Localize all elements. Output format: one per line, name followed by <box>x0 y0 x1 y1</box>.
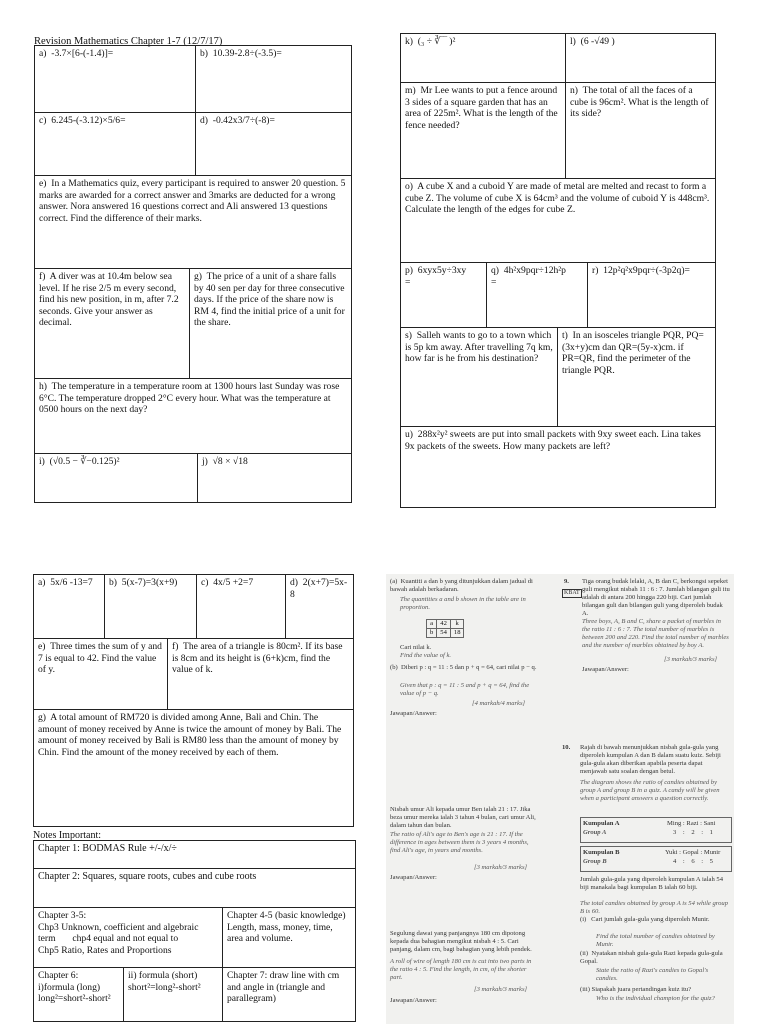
q10-part-ii-en: State the ratio of Razi's candies to Gopal's candies. <box>596 967 710 983</box>
question-i: i) (√0.5 − ∛−0.125)² <box>34 453 198 503</box>
q8b-text: (b) Diberi p : q = 11 : 5 dan p + q = 64, cari nilai p − q. <box>390 664 537 671</box>
q10-part-iii-en: Who is the individual champion for the quiz? <box>596 995 715 1002</box>
table-cell: 42 <box>437 620 451 629</box>
marks-4: [4 markah/4 marks] <box>472 700 526 707</box>
notes-chapter-1: Chapter 1: BODMAS Rule +/-/x/÷ <box>33 840 356 869</box>
answer-label-2: Jawapan/Answer: <box>390 874 437 881</box>
question-p: p) 6xyx5y÷3xy = <box>400 262 487 328</box>
equation-b: b) 5(x-7)=3(x+9) <box>104 574 197 639</box>
q9-number: 9. <box>564 578 569 585</box>
group-a-ratio: 3 : 2 : 1 <box>673 829 713 836</box>
question-n: n) The total of all the faces of a cube is 96cm². What is the length of its side? <box>565 82 716 179</box>
equation-c: c) 4x/5 +2=7 <box>196 574 286 639</box>
question-e-sum: e) Three times the sum of y and 7 is equal to 42. Find the value of y. <box>33 638 168 710</box>
group-a-label: Kumpulan A <box>583 820 620 827</box>
marks-3b: [3 markah/3 marks] <box>474 986 528 993</box>
question-f: f) A diver was at 10.4m below sea level. If he rise 2/5 m every second, find his new position, in m, after 7.2 seconds. Give your answer as decimal. <box>34 268 190 379</box>
notes-chapter-2: Chapter 2: Squares, square roots, cubes and cube roots <box>33 868 356 908</box>
notes-chapter-6-short: ii) formula (short) short²=long²-short² <box>123 967 223 1022</box>
wire-text-en: A roll of wire of length 180 cm is cut into two parts in the ratio 4 : 5. Find the length, in cm, of the shorter part. <box>390 958 533 982</box>
question-u: u) 288x²y² sweets are put into small packets with 9xy sweet each. Lina takes 9x packets of the sweets. How many packets are left? <box>400 426 716 508</box>
q10-part-iii: (iii) Siapakah juara pertandingan kuiz itu? <box>580 986 692 993</box>
question-t: t) In an isosceles triangle PQR, PQ=(3x+y)cm dan QR=(5y-x)cm. if PR=QR, find the perimeter of the triangle PQR. <box>557 327 716 427</box>
question-d: d) -0.42x3/7÷(-8)= <box>195 112 352 176</box>
notes-chapter-6-long: Chapter 6: i)formula (long) long²=short²-short² <box>33 967 124 1022</box>
wire-text: Segulung dawai yang panjangnya 180 cm dipotong kepada dua bahagian mengikut nisbah 4 : 5. Cari panjang, dalam cm, bagi bahagian yang lebih pendek. <box>390 930 532 954</box>
group-b-label-en: Group B <box>583 858 607 865</box>
question-b: b) 10.39-2.8÷(-3.5)= <box>195 45 352 113</box>
table-cell: a <box>427 620 437 629</box>
group-b-ratio: 4 : 6 : 5 <box>673 858 713 865</box>
question-m: m) Mr Lee wants to put a fence around 3 sides of a square garden that has an area of 225m². What is the length of the fence needed? <box>400 82 566 179</box>
group-a-box <box>580 817 732 843</box>
q10-part-ii: (ii) Nyatakan nisbah gula-gula Razi kepada gula-gula Gopal. <box>580 950 725 966</box>
notes-title: Notes Important: <box>33 830 102 841</box>
question-j: j) √8 × √18 <box>197 453 352 503</box>
question-f-triangle: f) The area of a triangle is 80cm². If its base is 8cm and its height is (6+k)cm, find the value of k. <box>167 638 354 710</box>
worksheet-title: Revision Mathematics Chapter 1-7 (12/7/17) <box>34 36 223 47</box>
q8a-text: (a) Kuantiti a dan b yang ditunjukkan dalam jadual di bawah adalah berkadaran. <box>390 578 535 594</box>
find-k: Find the value of k. <box>400 652 452 659</box>
notes-chapter-7: Chapter 7: draw line with cm and angle in (triangle and parallegram) <box>222 967 356 1022</box>
cari-k: Cari nilai k. <box>400 644 432 651</box>
marks-3a: [3 markah/3 marks] <box>474 864 528 871</box>
question-g-money: g) A total amount of RM720 is divided among Anne, Bali and Chin. The amount of money received by Anne is twice the amount of money by Bali. The amount of money received by Bali is RM80 less than the amount of money by Chin. Find the amount of the money received by each of them. <box>33 709 354 827</box>
answer-label-4: Jawapan/Answer: <box>582 666 629 673</box>
textbook-scan <box>386 574 734 1024</box>
equation-d: d) 2(x+7)=5x-8 <box>285 574 354 639</box>
kbat-badge: KBAT <box>562 589 582 598</box>
notes-chapter-4-5: Chapter 4-5 (basic knowledge) Length, mass, money, time, area and volume. <box>222 907 356 968</box>
group-a-label-en: Group A <box>583 829 607 836</box>
group-b-box <box>580 846 732 872</box>
question-e: e) In a Mathematics quiz, every participant is required to answer 20 question. 5 marks are awarded for a correct answer and 3marks are deducted for a wrong answer. Nora answered 16 questions correct and Ali answered 13 questions correct. Find the difference of their marks. <box>34 175 352 269</box>
q10-text-en: The diagram shows the ratio of candies obtained by group A and group B in a quiz. A candy will be given when a participant answers a question correctly. <box>580 779 722 803</box>
table-cell: 18 <box>450 628 464 637</box>
q10-text: Rajah di bawah menunjukkan nisbah gula-gula yang diperoleh kumpulan A dan B dalam suatu kuiz. Sebiji gula-gula akan diberikan apabila peserta dapat menjawab satu soalan dengan betul. <box>580 744 723 776</box>
proportion-table <box>426 619 464 638</box>
equation-a: a) 5x/6 -13=7 <box>33 574 105 639</box>
table-cell: b <box>427 628 437 637</box>
question-h: h) The temperature in a temperature room at 1300 hours last Sunday was rose 6°C. The temperature dropped 2°C every hour. What was the temperature at 0500 hours on the next day? <box>34 378 352 454</box>
answer-label-3: Jawapan/Answer: <box>390 997 437 1004</box>
question-l: l) (6 -√49 ) <box>565 33 716 83</box>
question-s: s) Salleh wants to go to a town which is 5p km away. After travelling 7q km, how far is he from his destination? <box>400 327 558 427</box>
question-o: o) A cube X and a cuboid Y are made of metal are melted and recast to form a cube Z. The volume of cube X is 64cm³ and the volume of cuboid Y is 448cm³. Calculate the length of the edges for cube Z. <box>400 178 716 263</box>
question-a: a) -3.7×[6-(-1.4)]= <box>34 45 196 113</box>
table-cell: k <box>450 620 464 629</box>
question-g: g) The price of a unit of a share falls by 40 sen per day for three consecutive days. If the price of the share now is RM 4, find the initial price of a unit for the share. <box>189 268 352 379</box>
question-k: k) (₃ ÷ ∛‾‾ )² <box>400 33 566 83</box>
q10-number: 10. <box>562 744 571 751</box>
q8b-text-en: Given that p : q = 11 : 5 and p + q = 64, find the value of p − q. <box>400 682 531 698</box>
q10-part-i: (i) Cari jumlah gula-gula yang diperoleh Munir. <box>580 916 710 923</box>
group-b-names: Yuki : Gopal : Munir <box>665 849 721 856</box>
q9-text-en: Three boys, A, B and C, share a packet of marbles in the ratio 11 : 6 : 7. The total number of marbles is between 200 and 220. Find the total number of marbles and the number of marbles obtained by boy A. <box>582 618 731 650</box>
q10-total-en: The total candies obtained by group A is 54 while group B is 60. <box>580 900 730 916</box>
q10-part-i-en: Find the total number of candies obtained by Munir. <box>596 933 717 949</box>
q8a-text-en: The quantities a and b shown in the table are in proportion. <box>400 596 528 612</box>
question-q: q) 4h²x9pqr÷12h²p = <box>486 262 588 328</box>
question-c: c) 6.245-(-3.12)×5/6= <box>34 112 196 176</box>
notes-chapter-3-5: Chapter 3-5: Chp3 Unknown, coefficient and algebraic term chp4 equal and not equal to Chp5 Ratio, Rates and Proportions <box>33 907 223 968</box>
table-cell: 54 <box>437 628 451 637</box>
group-b-label: Kumpulan B <box>583 849 620 856</box>
question-r: r) 12p²q²x9pqr÷(-3p2q)= <box>587 262 716 328</box>
group-a-names: Ming : Razi : Sani <box>667 820 716 827</box>
q9-text: Tiga orang budak lelaki, A, B dan C, berkongsi sepeket guli mengikut nisbah 11 : 6 : 7. Jumlah bilangan guli itu adalah di antara 200 hingga 220 biji. Cari jumlah bilangan guli dan bilangan guli yang diperoleh budak A. <box>582 578 732 618</box>
q10-total: Jumlah gula-gula yang diperoleh kumpulan A ialah 54 biji manakala bagi kumpulan B ialah 60 biji. <box>580 876 725 892</box>
age-ratio-text: Nisbah umur Ali kepada umur Ben ialah 21 : 17. Jika beza umur mereka ialah 3 tahun 4 bulan, cari umur Ali, dalam tahun dan bulan. <box>390 806 538 830</box>
marks-3c: [3 markah/3 marks] <box>664 656 718 663</box>
age-ratio-text-en: The ratio of Ali's age to Ben's age is 21 : 17. If the difference in ages between them is 3 years 4 months, find Ali's age, in years and months. <box>390 831 531 855</box>
answer-label-1: Jawapan/Answer: <box>390 710 437 717</box>
